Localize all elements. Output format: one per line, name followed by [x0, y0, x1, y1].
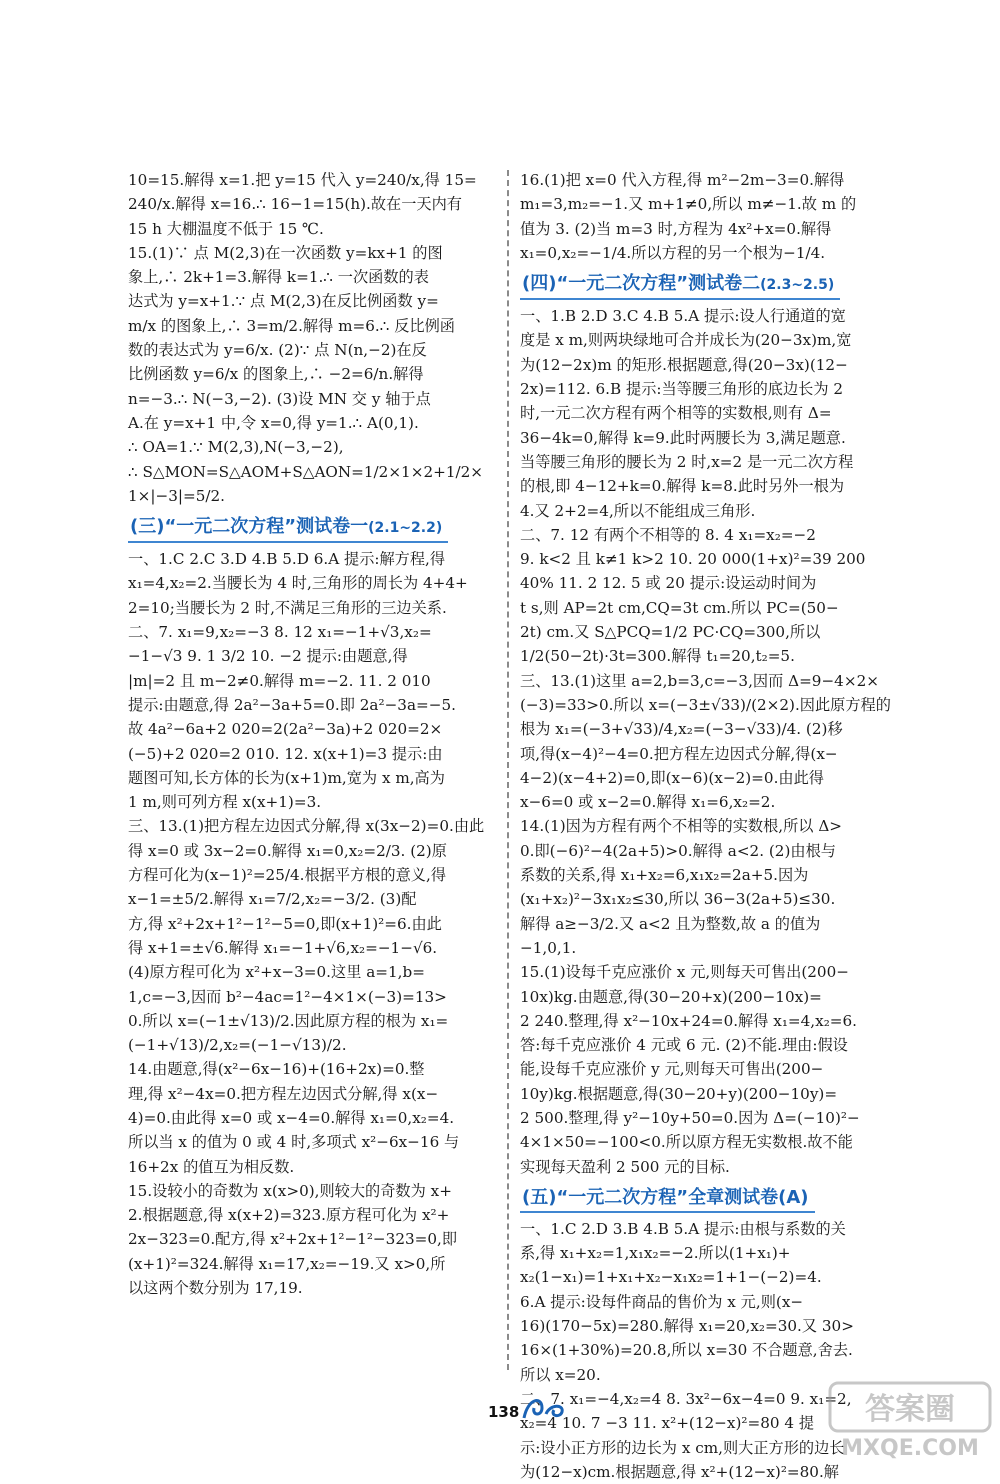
answer-text-line: 1×|−3|=5/2.: [128, 486, 226, 505]
answer-text-line: n=−3.∴ N(−3,−2). (3)设 MN 交 y 轴于点: [128, 389, 431, 408]
answer-text-line: 14.(1)因为方程有两个不相等的实数根,所以 Δ>: [520, 817, 843, 836]
answer-text-line: 以这两个数分别为 17,19.: [128, 1279, 303, 1298]
answer-text-line: ∴ OA=1.∵ M(2,3),N(−3,−2),: [128, 438, 344, 457]
answer-text-line: x₂=4 10. 7 −3 11. x²+(12−x)²=80 4 提: [520, 1414, 815, 1433]
answer-text-line: (−5)+2 020=2 010. 12. x(x+1)=3 提示:由: [128, 744, 443, 763]
answer-text-line: 系数的关系,得 x₁+x₂=6,x₁x₂=2a+5.因为: [520, 866, 809, 885]
answer-text-line: −1−√3 9. 1 3/2 10. −2 提示:由题意,得: [128, 647, 408, 666]
answer-text-line: 示:设小正方形的边长为 x cm,则大正方形的边长: [520, 1438, 845, 1457]
answer-text-line: 14.由题意,得(x²−6x−16)+(16+2x)=0.整: [128, 1060, 425, 1079]
answer-text-line: 10x)kg.由题意,得(30−20+x)(200−10x)=: [520, 987, 822, 1006]
left-column: [128, 168, 546, 1300]
answer-text-line: x₁=0,x₂=−1/4.所以方程的另一个根为−1/4.: [520, 243, 826, 262]
answer-text-line: 解得 a≥−3/2.又 a<2 且为整数,故 a 的值为: [520, 914, 821, 933]
swirl-ornament-icon: [520, 1392, 568, 1422]
answer-text-line: 15.(1)∵ 点 M(2,3)在一次函数 y=kx+1 的图: [128, 243, 443, 262]
answer-text-line: 故 4a²−6a+2 020=2(2a²−3a)+2 020=2×: [128, 720, 443, 739]
answer-text-line: 9. k<2 且 k≠1 k>2 10. 20 000(1+x)²=39 200: [520, 550, 866, 569]
answer-text-line: 15.(1)设每千克应涨价 x 元,则每天可售出(200−: [520, 963, 849, 982]
answer-text-line: 2 240.整理,得 x²−10x+24=0.解得 x₁=4,x₂=6.: [520, 1011, 858, 1030]
answer-text-line: 方,得 x²+2x+1²−1²−5=0,即(x+1)²=6.由此: [128, 914, 442, 933]
answer-text-line: 二、7. x₁=9,x₂=−3 8. 12 x₁=−1+√3,x₂=: [128, 623, 432, 642]
answer-text-line: 二、7. x₁=−4,x₂=4 8. 3x²−6x−4=0 9. x₁=2,: [520, 1389, 852, 1408]
answer-text-line: (−3)=33>0.所以 x=(−3±√33)/(2×2).因此原方程的: [520, 695, 891, 714]
answer-text-line: 240/x.解得 x=16.∴ 16−1=15(h).故在一天内有: [128, 195, 462, 214]
answer-text-line: 4)=0.由此得 x=0 或 x−4=0.解得 x₁=0,x₂=4.: [128, 1108, 455, 1127]
answer-text-line: 6.A 提示:设每件商品的售价为 x 元,则(x−: [520, 1292, 804, 1311]
answer-text-line: 项,得(x−4)²−4=0.把方程左边因式分解,得(x−: [520, 744, 838, 763]
answer-text-line: 当等腰三角形的腰长为 2 时,x=2 是一元二次方程: [520, 452, 854, 471]
answer-text-line: 达式为 y=x+1.∵ 点 M(2,3)在反比例函数 y=: [128, 292, 439, 311]
answer-text-line: x₂(1−x₁)=1+x₁+x₂−x₁x₂=1+1−(−2)=4.: [520, 1268, 822, 1287]
answer-text-line: 2x)=112. 6.B 提示:当等腰三角形的底边长为 2: [520, 380, 844, 399]
answer-text-line: 二、7. 12 有两个不相等的 8. 4 x₁=x₂=−2: [520, 525, 816, 544]
answer-text-line: 为(12−x)cm.根据题意,得 x²+(12−x)²=80.解: [520, 1462, 839, 1481]
answer-text-line: 1,c=−3,因而 b²−4ac=1²−4×1×(−3)=13>: [128, 987, 447, 1006]
answer-text-line: 15.设较小的奇数为 x(x>0),则较大的奇数为 x+: [128, 1181, 452, 1200]
answer-text-line: 根为 x₁=(−3+√33)/4,x₂=(−3−√33)/4. (2)移: [520, 720, 843, 739]
answer-text-line: 16.(1)把 x=0 代入方程,得 m²−2m−3=0.解得: [520, 171, 845, 189]
answer-text-line: 时,一元二次方程有两个相等的实数根,则有 Δ=: [520, 404, 832, 423]
answer-text-line: 16+2x 的值互为相反数.: [128, 1157, 295, 1176]
answer-text-line: 度是 x m,则两块绿地可合并成长为(20−3x)m,宽: [520, 331, 852, 350]
answer-text-line: 2.根据题意,得 x(x+2)=323.原方程可化为 x²+: [128, 1206, 450, 1225]
answer-text-line: 提示:由题意,得 2a²−3a+5=0.即 2a²−3a=−5.: [128, 695, 456, 714]
answer-text-line: 15 h 大棚温度不低于 15 ℃.: [128, 219, 324, 238]
answer-text-line: 系,得 x₁+x₂=1,x₁x₂=−2.所以(1+x₁)+: [520, 1244, 791, 1263]
svg-text:MXQE.COM: MXQE.COM: [841, 1436, 979, 1461]
answer-text-line: 所以 x=20.: [520, 1365, 601, 1384]
section-heading: [520, 1185, 815, 1213]
section-heading-title: (四)“一元二次方程”测试卷二: [522, 273, 761, 295]
answer-text-line: x−1=±5/2.解得 x₁=7/2,x₂=−3/2. (3)配: [128, 890, 417, 909]
answer-text-line: 理,得 x²−4x=0.把方程左边因式分解,得 x(x−: [128, 1084, 439, 1103]
answer-text-line: 一、1.C 2.C 3.D 4.B 5.D 6.A 提示:解方程,得: [128, 550, 446, 569]
answer-text-line: m/x 的图象上,∴ 3=m/2.解得 m=6.∴ 反比例函: [128, 316, 455, 335]
section-heading-title: (五)“一元二次方程”全章测试卷(A): [522, 1186, 809, 1208]
answer-text-line: 2 500.整理,得 y²−10y+50=0.因为 Δ=(−10)²−: [520, 1108, 860, 1127]
answer-text-line: 数的表达式为 y=6/x. (2)∵ 点 N(n,−2)在反: [128, 341, 427, 360]
answer-text-line: 16×(1+30%)=20.8,所以 x=30 不合题意,舍去.: [520, 1341, 853, 1360]
watermark-logo: [826, 1381, 996, 1463]
answer-text-line: 4−2)(x−4+2)=0,即(x−6)(x−2)=0.由此得: [520, 768, 824, 787]
right-column: [520, 168, 924, 1484]
answer-text-line: 4.又 2+2=4,所以不能组成三角形.: [520, 501, 756, 520]
answer-text-line: −1,0,1.: [520, 938, 577, 957]
answer-text-line: 三、13.(1)把方程左边因式分解,得 x(3x−2)=0.由此: [128, 817, 485, 836]
column-divider: [507, 170, 509, 1370]
answer-text-line: 三、13.(1)这里 a=2,b=3,c=−3,因而 Δ=9−4×2×: [520, 671, 879, 690]
answer-text-line: 得 x=0 或 3x−2=0.解得 x₁=0,x₂=2/3. (2)原: [128, 841, 447, 860]
answer-text-line: (4)原方程可化为 x²+x−3=0.这里 a=1,b=: [128, 963, 425, 982]
answer-text-line: 实现每天盈利 2 500 元的目标.: [520, 1157, 730, 1176]
answer-text-line: (−1+√13)/2,x₂=(−1−√13)/2.: [128, 1036, 347, 1055]
section-heading-range: (2.3~2.5): [760, 277, 835, 294]
answer-text-line: 40% 11. 2 12. 5 或 20 提示:设运动时间为: [520, 574, 817, 593]
answer-text-line: ∴ S△MON=S△AOM+S△AON=1/2×1×2+1/2×: [128, 462, 484, 481]
answer-text-line: 一、1.C 2.D 3.B 4.B 5.A 提示:由根与系数的关: [520, 1219, 846, 1238]
answer-text-line: 1/2(50−2t)·3t=300.解得 t₁=20,t₂=5.: [520, 647, 795, 666]
page-number: 138: [488, 1403, 520, 1421]
answer-text-line: 能,设每千克应涨价 y 元,则每天可售出(200−: [520, 1060, 824, 1079]
answer-text-line: 16)(170−5x)=280.解得 x₁=20,x₂=30.又 30>: [520, 1317, 854, 1336]
answer-text-line: m₁=3,m₂=−1.又 m+1≠0,所以 m≠−1.故 m 的: [520, 195, 857, 214]
answer-text-line: 0.即(−6)²−4(2a+5)>0.解得 a<2. (2)由根与: [520, 841, 836, 860]
answer-text-line: 0.所以 x=(−1±√13)/2.因此原方程的根为 x₁=: [128, 1011, 449, 1030]
answer-text-line: 值为 3. (2)当 m=3 时,方程为 4x²+x=0.解得: [520, 219, 832, 238]
answer-text-line: 象上,∴ 2k+1=3.解得 k=1.∴ 一次函数的表: [128, 268, 429, 287]
section-heading: [128, 514, 448, 543]
section-heading-range: (2.1~2.2): [368, 520, 443, 537]
answer-text-line: 10y)kg.根据题意,得(30−20+y)(200−10y)=: [520, 1084, 838, 1103]
answer-text-line: 一、1.B 2.D 3.C 4.B 5.A 提示:设人行通道的宽: [520, 307, 846, 326]
answer-text-line: 36−4k=0,解得 k=9.此时两腰长为 3,满足题意.: [520, 428, 846, 447]
answer-text-line: x₁=4,x₂=2.当腰长为 4 时,三角形的周长为 4+4+: [128, 574, 468, 593]
answer-text-line: (x₁+x₂)²−3x₁x₂≤30,所以 36−3(2a+5)≤30.: [520, 890, 836, 909]
answer-text-line: 10=15.解得 x=1.把 y=15 代入 y=240/x,得 15=: [128, 171, 477, 189]
answer-text-line: |m|=2 且 m−2≠0.解得 m=−2. 11. 2 010: [128, 671, 431, 690]
svg-text:答案圈: 答案圈: [865, 1392, 955, 1427]
answer-text-line: (x+1)²=324.解得 x₁=17,x₂=−19.又 x>0,所: [128, 1254, 446, 1273]
answer-text-line: x−6=0 或 x−2=0.解得 x₁=6,x₂=2.: [520, 793, 776, 812]
answer-text-line: 题图可知,长方体的长为(x+1)m,宽为 x m,高为: [128, 768, 445, 787]
answer-text-line: 比例函数 y=6/x 的图象上,∴ −2=6/n.解得: [128, 365, 424, 384]
answer-text-line: 的根,即 4−12+k=0.解得 k=8.此时另外一根为: [520, 477, 845, 496]
answer-text-line: 得 x+1=±√6.解得 x₁=−1+√6,x₂=−1−√6.: [128, 938, 438, 957]
answer-text-line: 所以当 x 的值为 0 或 4 时,多项式 x²−6x−16 与: [128, 1133, 460, 1152]
answer-text-line: t s,则 AP=2t cm,CQ=3t cm.所以 PC=(50−: [520, 598, 839, 617]
answer-text-line: 4×1×50=−100<0.所以原方程无实数根.故不能: [520, 1133, 853, 1152]
section-heading: [520, 271, 840, 300]
answer-text-line: A.在 y=x+1 中,令 x=0,得 y=1.∴ A(0,1).: [128, 413, 419, 432]
answer-text-line: 2x−323=0.配方,得 x²+2x+1²−1²−323=0,即: [128, 1230, 458, 1249]
answer-text-line: 2=10;当腰长为 2 时,不满足三角形的三边关系.: [128, 598, 447, 617]
answer-text-line: 方程可化为(x−1)²=25/4.根据平方根的意义,得: [128, 866, 447, 885]
section-heading-title: (三)“一元二次方程”测试卷一: [130, 516, 369, 538]
answer-text-line: 1 m,则可列方程 x(x+1)=3.: [128, 793, 322, 812]
answer-text-line: 2t) cm.又 S△PCQ=1/2 PC·CQ=300,所以: [520, 623, 821, 642]
answer-text-line: 答:每千克应涨价 4 元或 6 元. (2)不能.理由:假设: [520, 1036, 848, 1055]
answer-text-line: 为(12−2x)m 的矩形.根据题意,得(20−3x)(12−: [520, 355, 848, 374]
